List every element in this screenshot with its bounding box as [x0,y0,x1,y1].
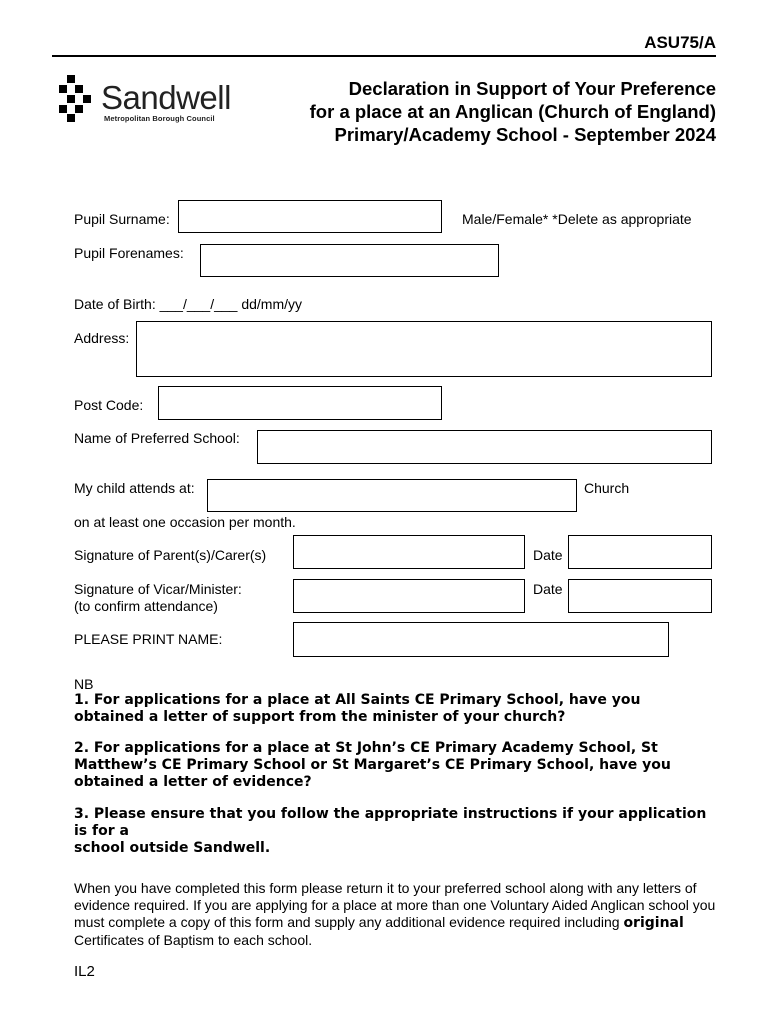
parent-signature-label: Signature of Parent(s)/Carer(s) [74,547,267,563]
form-reference: ASU75/A [644,33,716,52]
vicar-date-label: Date [533,581,563,597]
logo-wordmark: Sandwell [101,79,231,116]
logo-subtitle: Metropolitan Borough Council [104,114,215,123]
title-line-1: Declaration in Support of Your Preference [348,78,716,99]
title-line-2: for a place at an Anglican (Church of England) [309,101,716,122]
church-input[interactable] [207,479,577,512]
vicar-signature-input[interactable] [293,579,525,613]
original-emphasis: original [623,915,684,931]
surname-label: Pupil Surname: [74,211,170,227]
parent-signature-input[interactable] [293,535,525,569]
council-logo [57,75,247,125]
page-title [310,77,716,146]
note-item-3-line-2: school outside Sandwell. [74,840,271,856]
return-instructions-end: Certificates of Baptism to each school. [74,932,313,948]
frequency-text: on at least one occasion per month. [74,514,296,530]
title-line-3: Primary/Academy School - September 2024 [334,124,716,145]
forenames-input[interactable] [200,244,499,277]
vicar-signature-sublabel: (to confirm attendance) [74,598,218,614]
address-label: Address: [74,330,130,346]
sandwell-logo-icon [57,75,97,123]
surname-input[interactable] [178,200,442,233]
nb-label: NB [74,676,94,692]
postcode-label: Post Code: [74,397,144,413]
vicar-signature-label: Signature of Vicar/Minister: [74,581,242,597]
note-item-3-line-1: 3. Please ensure that you follow the appropriate instructions if your application is for a [74,806,707,839]
school-input[interactable] [257,430,712,464]
parent-date-label: Date [533,547,563,563]
header-rule [52,55,716,57]
print-name-input[interactable] [293,622,669,657]
address-input[interactable] [136,321,712,377]
forenames-label: Pupil Forenames: [74,245,184,261]
form-code: IL2 [74,963,95,980]
return-instructions-text: When you have completed this form please return it to your preferred school along with any letters of evidence required. If you are applying for a place at more than one Voluntary Aided Anglican school you must complete a copy of this form and supply any additional evidence required including [74,880,716,930]
return-instructions [74,880,719,949]
parent-date-input[interactable] [568,535,712,569]
dob-label[interactable]: Date of Birth: ___/___/___ dd/mm/yy [74,296,303,312]
note-item-2: 2. For applications for a place at St John’s CE Primary Academy School, St Matthew’s CE Primary School or St Margaret’s CE Primary School, have you obtained a letter of evidence? [74,740,671,790]
vicar-date-input[interactable] [568,579,712,613]
note-item-1: 1. For applications for a place at All Saints CE Primary School, have you obtained a letter of support from the minister of your church? [74,692,641,725]
print-name-label: PLEASE PRINT NAME: [74,631,223,647]
school-label: Name of Preferred School: [74,430,240,446]
church-label: Church [584,480,630,496]
postcode-input[interactable] [158,386,442,420]
note-item-3 [74,806,714,857]
gender-note: Male/Female* *Delete as appropriate [462,211,692,227]
attends-label: My child attends at: [74,480,195,496]
